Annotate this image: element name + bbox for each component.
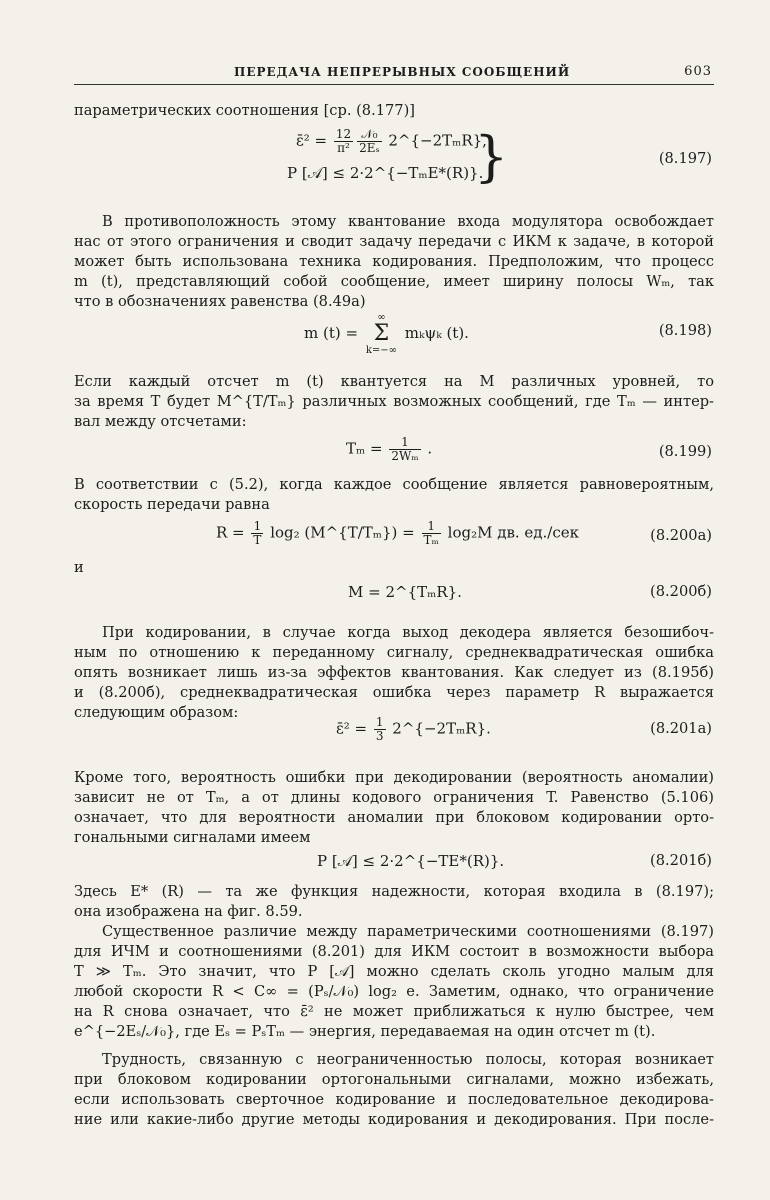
numerator: 1 [251,520,263,534]
numerator: 1 [422,520,441,534]
denominator: 3 [375,729,384,743]
equation-8-199 [346,436,432,463]
numerator: 12 [335,127,352,141]
text-line: и (8.200б), среднеквадратическая ошибка через параметр R выражается [74,684,714,701]
text-line: параметрических соотношения [ср. (8.177)] [74,102,415,119]
right-brace: } [474,125,509,188]
eq-rest: 2^{−2TₘR}, [383,131,487,150]
text-line: для ИЧМ и соотношениями (8.201) для ИКМ состоит в возможности выбора [74,943,714,960]
equation-8-200b: M = 2^{TₘR}. [348,583,462,601]
text-line: на R снова означает, что ε̄² не может приближаться к нулю быстрее, чем [74,1003,714,1020]
eq-tail: 2^{−2TₘR}. [387,719,491,738]
text-line: Кроме того, вероятность ошибки при декодировании (вероятность аномалии) [74,769,714,786]
equation-8-197-line2: P [𝒜] ≤ 2·2^{−TₘE*(R)}. [287,164,484,182]
text-line: следующим образом: [74,704,239,721]
equation-number: (8.201а) [650,720,712,737]
numerator: 1 [389,436,420,450]
text-line: за время T будет M^{T/Tₘ} различных возможных сообщений, где Tₘ — интер- [74,393,714,410]
page [74,0,714,1200]
equation-8-201b: P [𝒜] ≤ 2·2^{−TE*(R)}. [317,852,505,870]
equation-8-198 [304,312,469,356]
equation-number: (8.198) [658,322,712,339]
running-header [74,62,714,85]
equation-8-197-line1 [296,128,487,155]
fraction [422,520,441,547]
equation-8-200a [216,520,579,547]
eq-middle: log₂ (M^{T/Tₘ}) = [265,523,420,542]
fraction [374,716,386,743]
equation-number: (8.197) [658,150,712,167]
text-line: нас от этого ограничения и сводит задачу передачи с ИКМ к задаче, в которой [74,233,714,250]
denominator: 2Wₘ [391,449,419,463]
sum-sign: Σ [373,321,390,346]
text-line: ным по отношению к переданному сигналу, среднеквадратическая ошибка [74,644,714,661]
paragraph-2 [74,372,714,432]
text-line: любой скорости R < C∞ = (Pₛ/𝒩₀) log₂ e. Заметим, однако, что ограничение [74,983,714,1000]
eq-tail: . [422,439,433,458]
text-line: опять возникает лишь из-за эффектов квантования. Как следует из (8.195б) [74,664,714,681]
text-line: Если каждый отсчет m (t) квантуется на M различных уровней, то [74,373,714,390]
text-line: Здесь E* (R) — та же функция надежности, которая входила в (8.197); [74,883,714,900]
text-line: означает, что для вероятности аномалии при блоковом кодировании орто- [74,809,714,826]
denominator: π² [337,141,350,155]
eq-lhs: m (t) = [304,324,363,342]
paragraph-1 [74,212,714,312]
sum-lower-limit: k=−∞ [365,345,397,356]
eq-rhs: mₖψₖ (t). [399,324,469,342]
text-line: В соответствии с (5.2), когда каждое сообщение является равновероятным, [74,476,714,493]
numerator: 𝒩₀ [357,128,381,142]
text-line: Существенное различие между параметрическими соотношениями (8.197) [102,923,714,940]
text-line: и [74,559,84,576]
sum-upper-limit: ∞ [377,312,386,323]
paragraph-6 [74,882,714,922]
summation [366,312,397,356]
paragraph-4 [74,623,714,723]
equation-number: (8.199) [658,443,712,460]
page-number: 603 [684,64,712,79]
text-line: если использовать сверточное кодирование и последовательное декодирова- [74,1091,714,1108]
text-line: ние или какие-либо другие методы кодирования и декодирования. При после- [74,1111,714,1128]
equation-number: (8.200б) [650,583,712,600]
text-line: скорость передачи равна [74,496,270,513]
paragraph-8 [74,1050,714,1130]
text-line: зависит не от Tₘ, а от длины кодового ограничения T. Равенство (5.106) [74,789,714,806]
denominator: T [253,533,262,547]
fraction [334,128,353,155]
paragraph-7 [74,922,714,1042]
text-line: что в обозначениях равенства (8.49а) [74,293,366,310]
paragraph-5 [74,768,714,848]
eq-lhs: Tₘ = [346,439,388,458]
equation-8-201a [336,716,491,743]
text-line: Трудность, связанную с неограниченностью полосы, которая возникает [102,1051,714,1068]
equation-number: (8.200а) [650,527,712,544]
fraction [389,436,420,463]
header-title: ПЕРЕДАЧА НЕПРЕРЫВНЫХ СООБЩЕНИЙ [234,65,571,79]
text-line: при блоковом кодировании ортогональными сигналами, можно избежать, [74,1071,714,1088]
fraction [251,520,263,547]
text-line: гональными сигналами имеем [74,829,311,846]
text-line: вал между отсчетами: [74,413,247,430]
paragraph-3 [74,475,714,515]
eq-lhs: R = [216,523,250,542]
numerator: 1 [375,715,384,729]
eq-lhs: ε̄² = [336,719,372,738]
fraction [357,128,381,155]
eq-tail: log₂M дв. ед./сек [442,523,580,542]
text-line: e^{−2Eₛ/𝒩₀}, где Eₛ = PₛTₘ — энергия, передаваемая на один отсчет m (t). [74,1023,656,1040]
text-line: она изображена на фиг. 8.59. [74,903,303,920]
text-line: В противоположность этому квантование входа модулятора освобождает [102,213,714,230]
paragraph-intro [74,101,714,121]
text-line: При кодировании, в случае когда выход декодера является безошибоч- [102,624,714,641]
text-line: может быть использована техника кодирования. Предположим, что процесс [74,253,714,270]
equation-number: (8.201б) [650,852,712,869]
eq-lhs: ε̄² = [296,131,332,150]
denominator: Tₘ [423,533,439,547]
conjunction [74,558,714,578]
text-line: T ≫ Tₘ. Это значит, что P [𝒜] можно сделать сколь угодно малым для [74,963,714,980]
text-line: m (t), представляющий собой сообщение, имеет ширину полосы Wₘ, так [74,273,714,290]
denominator: 2Eₛ [359,141,380,155]
